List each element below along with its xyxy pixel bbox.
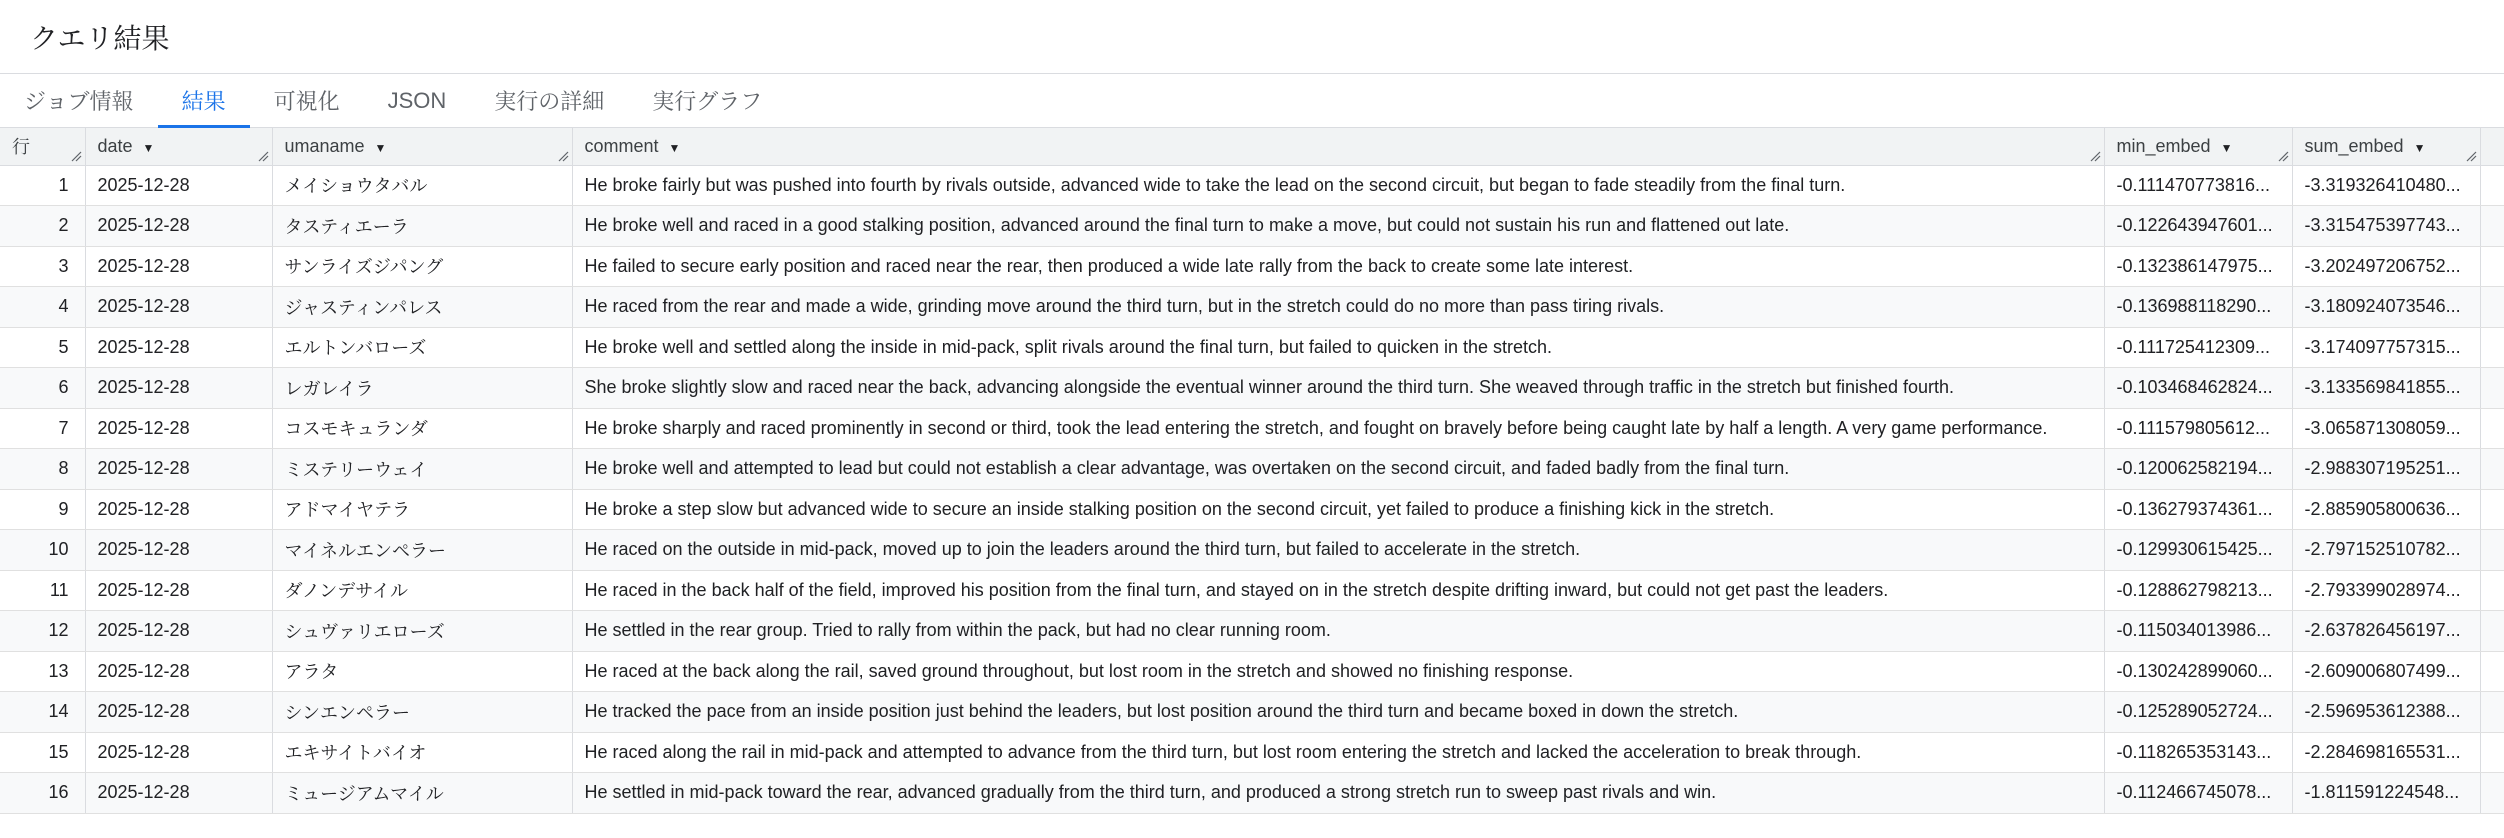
- cell-row[interactable]: 13: [0, 651, 85, 692]
- cell-sum-embed[interactable]: -2.284698165531...: [2292, 732, 2480, 773]
- cell-umaname[interactable]: シュヴァリエローズ: [272, 611, 572, 652]
- cell-min-embed[interactable]: -0.103468462824...: [2104, 368, 2292, 409]
- cell-sum-embed[interactable]: -3.180924073546...: [2292, 287, 2480, 328]
- cell-row[interactable]: 7: [0, 408, 85, 449]
- column-header-label: umaname: [284, 135, 365, 156]
- table-row[interactable]: [0, 408, 2504, 449]
- sort-dropdown-icon[interactable]: ▼: [374, 140, 387, 155]
- cell-umaname[interactable]: ミュージアムマイル: [272, 773, 572, 814]
- column-header-label: sum_embed: [2304, 135, 2404, 156]
- cell-sum-embed[interactable]: -2.596953612388...: [2292, 692, 2480, 733]
- cell-row[interactable]: 5: [0, 327, 85, 368]
- cell-row[interactable]: 3: [0, 246, 85, 287]
- cell-umaname[interactable]: エキサイトバイオ: [272, 732, 572, 773]
- cell-date[interactable]: 2025-12-28: [85, 692, 272, 733]
- cell-comment[interactable]: He settled in the rear group. Tried to rally from within the pack, but had no clear running room.: [572, 611, 2104, 652]
- cell-min-embed[interactable]: -0.130242899060...: [2104, 651, 2292, 692]
- cell-min-embed[interactable]: -0.129930615425...: [2104, 530, 2292, 571]
- cell-sum-embed[interactable]: -2.793399028974...: [2292, 570, 2480, 611]
- cell-comment[interactable]: He raced from the rear and made a wide, grinding move around the third turn, but in the stretch could do no more than pass tiring rivals.: [572, 287, 2104, 328]
- cell-date[interactable]: 2025-12-28: [85, 206, 272, 247]
- cell-filler: [2480, 165, 2504, 206]
- cell-date[interactable]: 2025-12-28: [85, 651, 272, 692]
- tab-results[interactable]: 結果: [158, 74, 250, 127]
- column-header-umaname[interactable]: [272, 128, 572, 165]
- cell-min-embed[interactable]: -0.112466745078...: [2104, 773, 2292, 814]
- results-table: [0, 128, 2504, 814]
- cell-comment[interactable]: He broke sharply and raced prominently in second or third, took the lead entering the stretch, and fought on bravely before being caught late by half a length. A very game performance.: [572, 408, 2104, 449]
- cell-sum-embed[interactable]: -3.065871308059...: [2292, 408, 2480, 449]
- table-row[interactable]: [0, 530, 2504, 571]
- tab-job-info[interactable]: ジョブ情報: [24, 89, 134, 114]
- cell-comment[interactable]: He raced along the rail in mid-pack and attempted to advance from the third turn, but lost room entering the stretch and lacked the acceleration to break through.: [572, 732, 2104, 773]
- results-tabs: [0, 74, 2504, 128]
- cell-sum-embed[interactable]: -2.609006807499...: [2292, 651, 2480, 692]
- cell-filler: [2480, 489, 2504, 530]
- cell-row[interactable]: 2: [0, 206, 85, 247]
- column-resize-handle[interactable]: [557, 150, 569, 162]
- table-row[interactable]: [0, 651, 2504, 692]
- table-row[interactable]: [0, 368, 2504, 409]
- table-row[interactable]: [0, 246, 2504, 287]
- column-resize-handle[interactable]: [2089, 150, 2101, 162]
- cell-sum-embed[interactable]: -2.885905800636...: [2292, 489, 2480, 530]
- cell-date[interactable]: 2025-12-28: [85, 165, 272, 206]
- cell-filler: [2480, 570, 2504, 611]
- cell-filler: [2480, 611, 2504, 652]
- cell-min-embed[interactable]: -0.122643947601...: [2104, 206, 2292, 247]
- table-row[interactable]: [0, 692, 2504, 733]
- table-row[interactable]: [0, 449, 2504, 490]
- cell-min-embed[interactable]: -0.111470773816...: [2104, 165, 2292, 206]
- cell-sum-embed[interactable]: -2.988307195251...: [2292, 449, 2480, 490]
- cell-date[interactable]: 2025-12-28: [85, 732, 272, 773]
- cell-umaname[interactable]: アドマイヤテラ: [272, 489, 572, 530]
- column-header-min-embed[interactable]: [2104, 128, 2292, 165]
- column-header-date[interactable]: [85, 128, 272, 165]
- table-row[interactable]: [0, 773, 2504, 814]
- cell-date[interactable]: 2025-12-28: [85, 327, 272, 368]
- cell-sum-embed[interactable]: -3.174097757315...: [2292, 327, 2480, 368]
- column-header-comment[interactable]: [572, 128, 2104, 165]
- column-header-filler: [2480, 128, 2504, 165]
- sort-dropdown-icon[interactable]: ▼: [142, 140, 155, 155]
- cell-date[interactable]: 2025-12-28: [85, 246, 272, 287]
- cell-min-embed[interactable]: -0.136988118290...: [2104, 287, 2292, 328]
- table-row[interactable]: [0, 165, 2504, 206]
- cell-date[interactable]: 2025-12-28: [85, 530, 272, 571]
- column-header-row[interactable]: [0, 128, 85, 165]
- sort-dropdown-icon[interactable]: ▼: [2220, 140, 2233, 155]
- cell-umaname[interactable]: ジャスティンパレス: [272, 287, 572, 328]
- cell-sum-embed[interactable]: -2.797152510782...: [2292, 530, 2480, 571]
- title-bar: [0, 0, 2504, 74]
- tab-json[interactable]: JSON: [387, 87, 447, 113]
- cell-row[interactable]: 6: [0, 368, 85, 409]
- table-body: [0, 165, 2504, 813]
- cell-comment[interactable]: He broke well and raced in a good stalking position, advanced around the final turn to make a move, but could not sustain his run and flattened out late.: [572, 206, 2104, 247]
- cell-filler: [2480, 651, 2504, 692]
- cell-comment[interactable]: He broke well and settled along the inside in mid-pack, split rivals around the final turn, but failed to quicken in the stretch.: [572, 327, 2104, 368]
- cell-comment[interactable]: He tracked the pace from an inside position just behind the leaders, but lost position around the third turn and became boxed in down the stretch.: [572, 692, 2104, 733]
- table-row[interactable]: [0, 206, 2504, 247]
- cell-min-embed[interactable]: -0.128862798213...: [2104, 570, 2292, 611]
- cell-filler: [2480, 530, 2504, 571]
- cell-row[interactable]: 8: [0, 449, 85, 490]
- cell-sum-embed[interactable]: -2.637826456197...: [2292, 611, 2480, 652]
- cell-row[interactable]: 15: [0, 732, 85, 773]
- table-row[interactable]: [0, 489, 2504, 530]
- cell-umaname[interactable]: コスモキュランダ: [272, 408, 572, 449]
- cell-comment[interactable]: He raced at the back along the rail, saved ground throughout, but lost room in the stretch and showed no finishing response.: [572, 651, 2104, 692]
- cell-filler: [2480, 246, 2504, 287]
- cell-row[interactable]: 16: [0, 773, 85, 814]
- cell-min-embed[interactable]: -0.118265353143...: [2104, 732, 2292, 773]
- cell-min-embed[interactable]: -0.136279374361...: [2104, 489, 2292, 530]
- column-resize-handle[interactable]: [2277, 150, 2289, 162]
- cell-date[interactable]: 2025-12-28: [85, 489, 272, 530]
- cell-date[interactable]: 2025-12-28: [85, 368, 272, 409]
- cell-row[interactable]: 1: [0, 165, 85, 206]
- cell-comment[interactable]: He broke fairly but was pushed into fourth by rivals outside, advanced wide to take the lead on the second circuit, but began to fade steadily from the final turn.: [572, 165, 2104, 206]
- cell-sum-embed[interactable]: -3.133569841855...: [2292, 368, 2480, 409]
- cell-sum-embed[interactable]: -1.811591224548...: [2292, 773, 2480, 814]
- table-row[interactable]: [0, 570, 2504, 611]
- column-header-label: min_embed: [2116, 135, 2211, 156]
- cell-comment[interactable]: He failed to secure early position and raced near the rear, then produced a wide late rally from the back to create some late interest.: [572, 246, 2104, 287]
- column-resize-handle[interactable]: [2465, 150, 2477, 162]
- cell-date[interactable]: 2025-12-28: [85, 773, 272, 814]
- cell-comment[interactable]: He raced on the outside in mid-pack, moved up to join the leaders around the third turn, but failed to accelerate in the stretch.: [572, 530, 2104, 571]
- table-row[interactable]: [0, 287, 2504, 328]
- cell-sum-embed[interactable]: -3.319326410480...: [2292, 165, 2480, 206]
- cell-umaname[interactable]: マイネルエンペラー: [272, 530, 572, 571]
- cell-umaname[interactable]: ミステリーウェイ: [272, 449, 572, 490]
- cell-row[interactable]: 14: [0, 692, 85, 733]
- table-row[interactable]: [0, 327, 2504, 368]
- column-header-label: comment: [584, 135, 659, 156]
- cell-umaname[interactable]: レガレイラ: [272, 368, 572, 409]
- cell-filler: [2480, 732, 2504, 773]
- cell-comment[interactable]: He raced in the back half of the field, improved his position from the final turn, and stayed on in the stretch despite drifting inward, but could not get past the leaders.: [572, 570, 2104, 611]
- column-header-label: date: [97, 135, 133, 156]
- cell-umaname[interactable]: エルトンバローズ: [272, 327, 572, 368]
- cell-filler: [2480, 692, 2504, 733]
- cell-umaname[interactable]: メイショウタバル: [272, 165, 572, 206]
- cell-min-embed[interactable]: -0.115034013986...: [2104, 611, 2292, 652]
- cell-row[interactable]: 12: [0, 611, 85, 652]
- tab-visualization[interactable]: 可視化: [273, 89, 340, 114]
- cell-filler: [2480, 287, 2504, 328]
- cell-row[interactable]: 11: [0, 570, 85, 611]
- table-header-row: [0, 128, 2504, 165]
- cell-min-embed[interactable]: -0.125289052724...: [2104, 692, 2292, 733]
- column-header-label: 行: [12, 137, 30, 158]
- cell-row[interactable]: 9: [0, 489, 85, 530]
- column-header-sum-embed[interactable]: [2292, 128, 2480, 165]
- tab-execution-graph[interactable]: 実行グラフ: [652, 89, 763, 114]
- cell-umaname[interactable]: アラタ: [272, 651, 572, 692]
- cell-filler: [2480, 408, 2504, 449]
- cell-filler: [2480, 206, 2504, 247]
- cell-date[interactable]: 2025-12-28: [85, 408, 272, 449]
- cell-umaname[interactable]: サンライズジパング: [272, 246, 572, 287]
- cell-date[interactable]: 2025-12-28: [85, 449, 272, 490]
- cell-sum-embed[interactable]: -3.202497206752...: [2292, 246, 2480, 287]
- cell-umaname[interactable]: シンエンペラー: [272, 692, 572, 733]
- sort-dropdown-icon[interactable]: ▼: [668, 140, 681, 155]
- cell-min-embed[interactable]: -0.132386147975...: [2104, 246, 2292, 287]
- cell-comment[interactable]: He settled in mid-pack toward the rear, advanced gradually from the third turn, and produced a strong stretch run to sweep past rivals and win.: [572, 773, 2104, 814]
- cell-sum-embed[interactable]: -3.315475397743...: [2292, 206, 2480, 247]
- cell-umaname[interactable]: タスティエーラ: [272, 206, 572, 247]
- table-row[interactable]: [0, 732, 2504, 773]
- cell-date[interactable]: 2025-12-28: [85, 287, 272, 328]
- cell-comment[interactable]: He broke a step slow but advanced wide to secure an inside stalking position on the second circuit, yet failed to produce a finishing kick in the stretch.: [572, 489, 2104, 530]
- table-row[interactable]: [0, 611, 2504, 652]
- cell-filler: [2480, 773, 2504, 814]
- cell-filler: [2480, 327, 2504, 368]
- cell-comment[interactable]: She broke slightly slow and raced near the back, advancing alongside the eventual winner around the third turn. She weaved through traffic in the stretch but finished fourth.: [572, 368, 2104, 409]
- page-title: クエリ結果: [30, 22, 170, 54]
- cell-row[interactable]: 10: [0, 530, 85, 571]
- cell-comment[interactable]: He broke well and attempted to lead but could not establish a clear advantage, was overtaken on the second circuit, and faded badly from the final turn.: [572, 449, 2104, 490]
- tab-execution-details[interactable]: 実行の詳細: [494, 89, 605, 114]
- column-resize-handle[interactable]: [70, 150, 82, 162]
- cell-min-embed[interactable]: -0.111725412309...: [2104, 327, 2292, 368]
- cell-min-embed[interactable]: -0.111579805612...: [2104, 408, 2292, 449]
- cell-umaname[interactable]: ダノンデサイル: [272, 570, 572, 611]
- cell-date[interactable]: 2025-12-28: [85, 611, 272, 652]
- cell-row[interactable]: 4: [0, 287, 85, 328]
- cell-date[interactable]: 2025-12-28: [85, 570, 272, 611]
- cell-filler: [2480, 449, 2504, 490]
- column-resize-handle[interactable]: [257, 150, 269, 162]
- sort-dropdown-icon[interactable]: ▼: [2413, 140, 2426, 155]
- cell-filler: [2480, 368, 2504, 409]
- cell-min-embed[interactable]: -0.120062582194...: [2104, 449, 2292, 490]
